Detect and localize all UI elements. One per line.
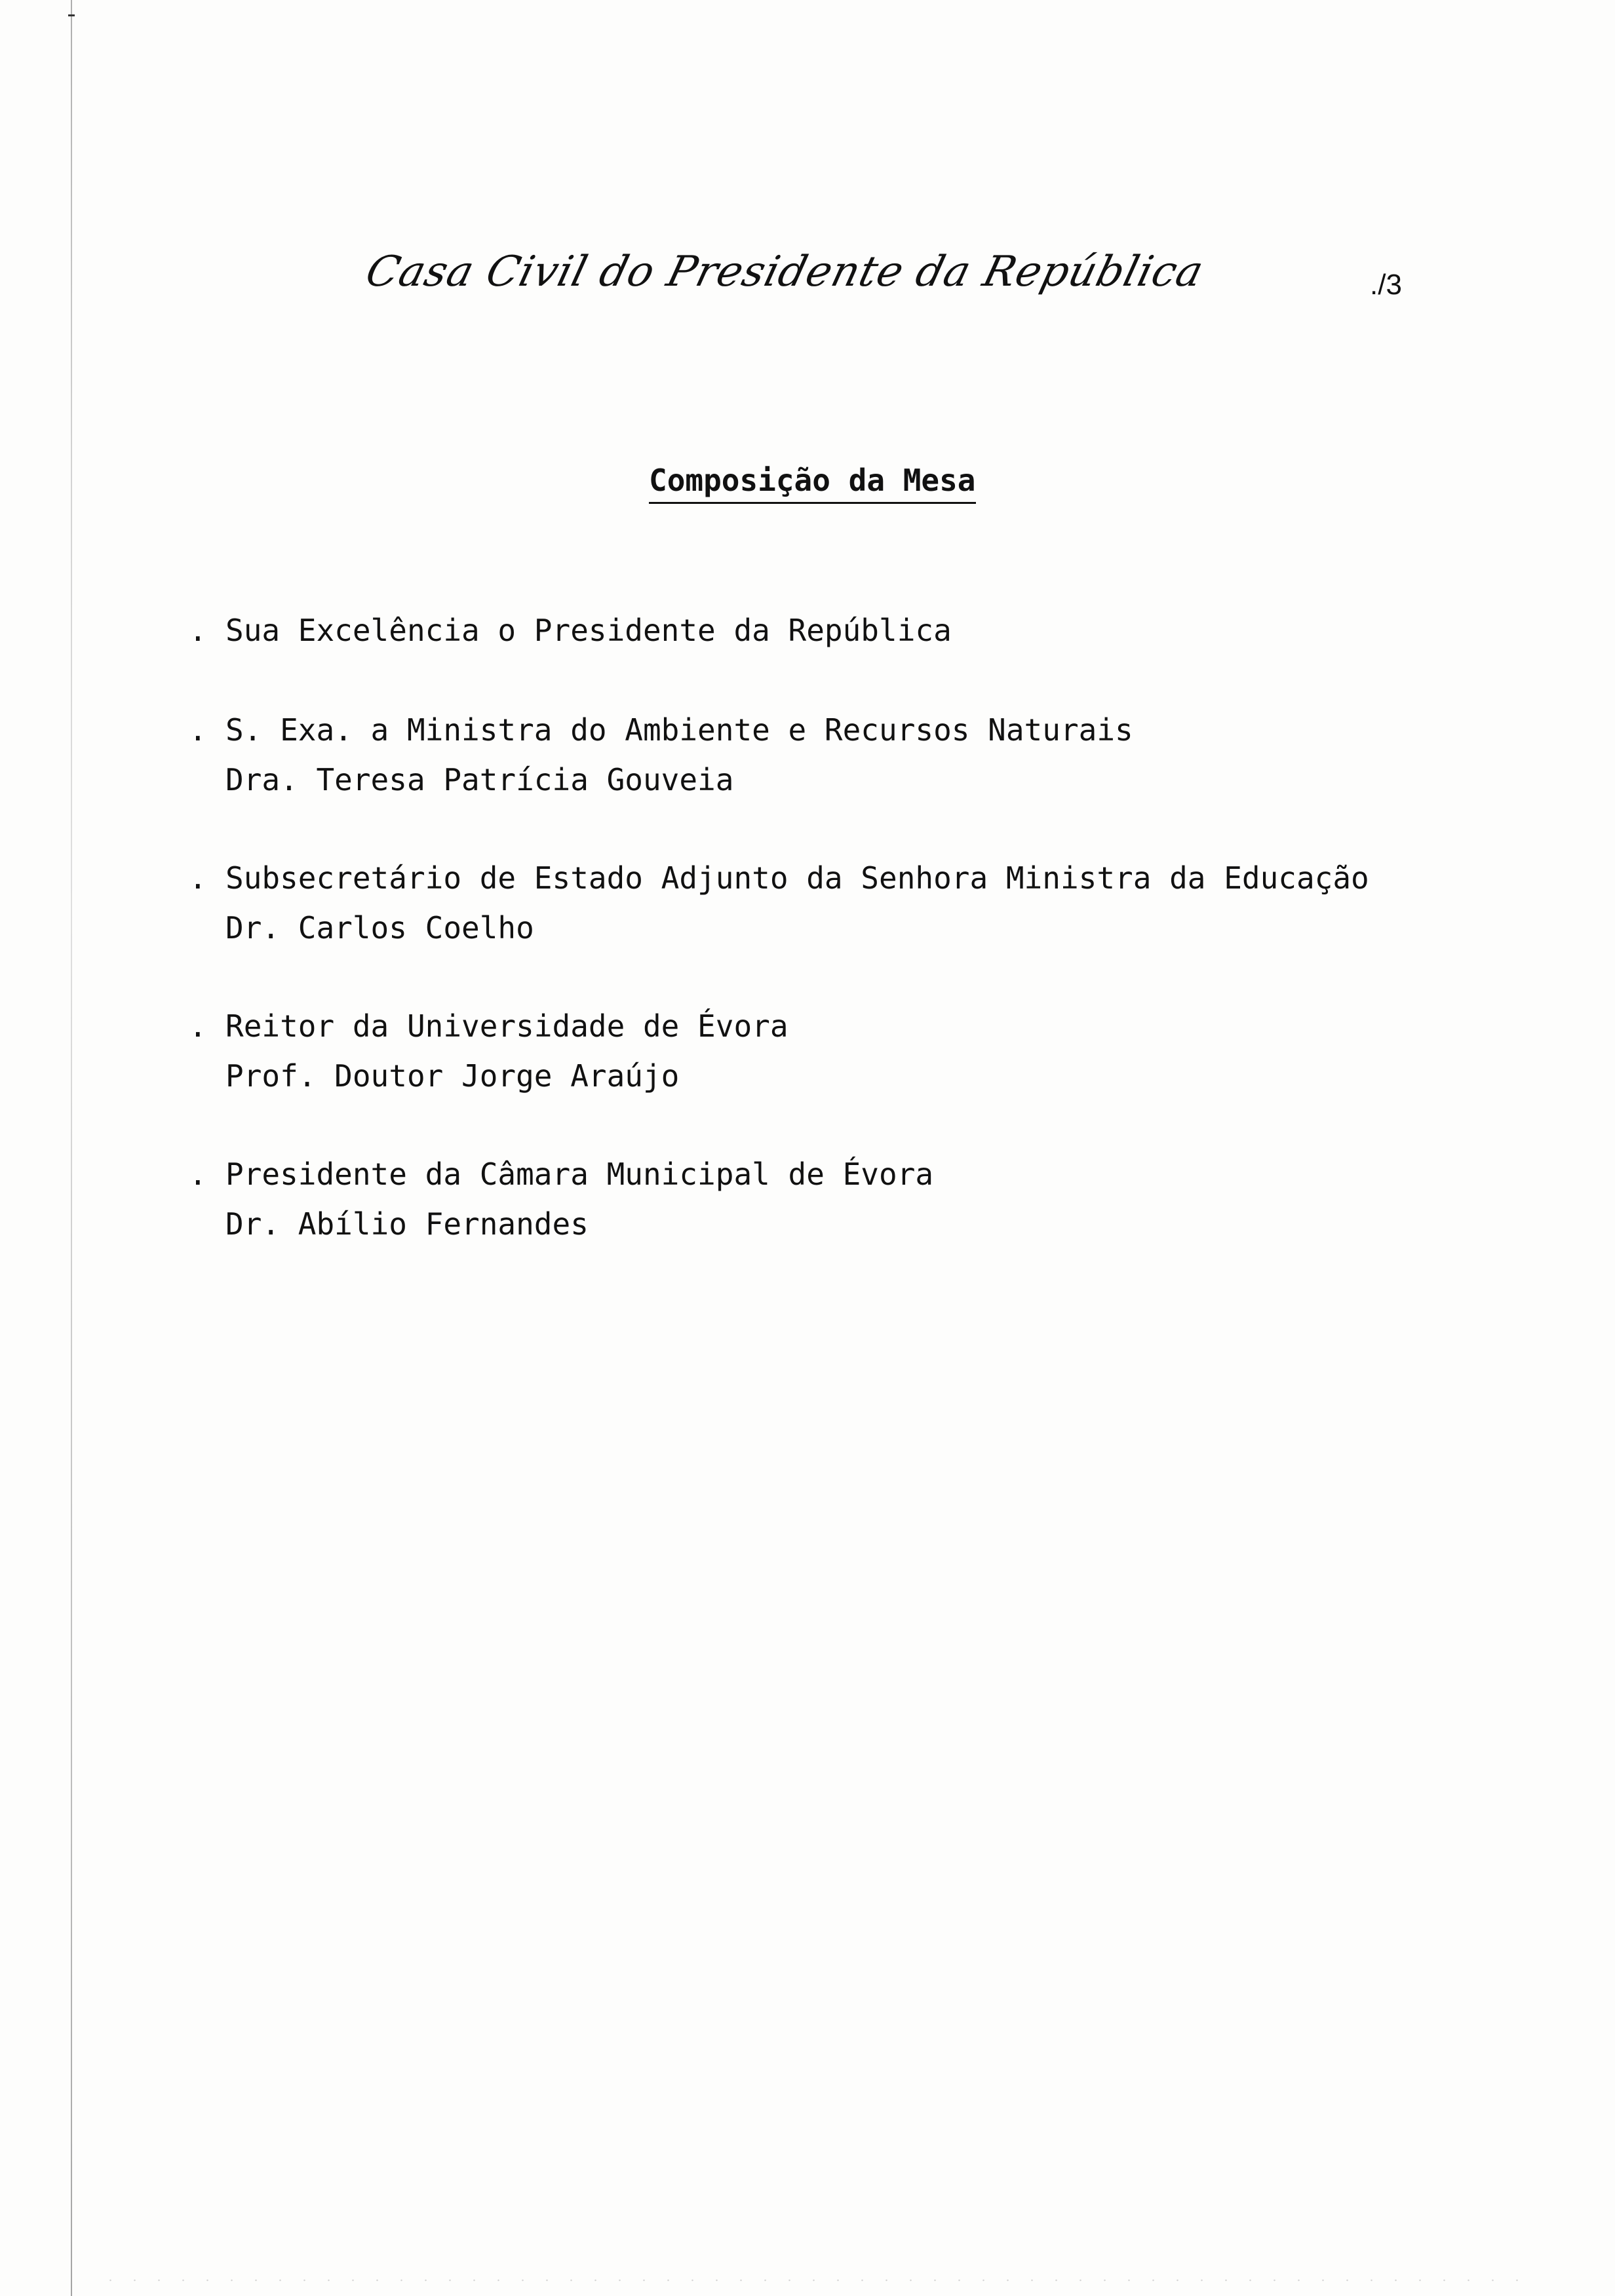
entry-person: Dr. Abílio Fernandes — [225, 1206, 589, 1242]
bullet-mark: . — [189, 613, 207, 648]
list-item — [189, 1001, 788, 1101]
entry-title: Subsecretário de Estado Adjunto da Senhora Ministra da Educação — [225, 860, 1369, 896]
entry-person: Dr. Carlos Coelho — [225, 910, 534, 946]
entry-title: Presidente da Câmara Municipal de Évora — [225, 1157, 934, 1192]
entry-title: Reitor da Universidade de Évora — [225, 1008, 788, 1044]
list-item-line1 — [189, 1001, 788, 1051]
page-number: ./3 — [1370, 269, 1402, 301]
bullet-mark: . — [189, 712, 207, 748]
list-item-line1 — [189, 853, 1369, 903]
list-item-line1 — [189, 605, 952, 655]
entry-title: Sua Excelência o Presidente da República — [225, 613, 952, 648]
scan-specks — [98, 2279, 1540, 2282]
document-title: Composição da Mesa — [649, 463, 976, 504]
list-item — [189, 853, 1369, 953]
list-item-line1 — [189, 1149, 933, 1199]
list-item — [189, 1149, 933, 1249]
bullet-mark: . — [189, 1157, 207, 1192]
margin-tick-mark — [68, 14, 75, 16]
entry-person: Dra. Teresa Patrícia Gouveia — [225, 762, 734, 797]
binding-margin-line — [71, 0, 72, 2296]
list-item — [189, 605, 952, 655]
letterhead-text: Casa Civil do Presidente da República — [360, 248, 1209, 296]
entry-person: Prof. Doutor Jorge Araújo — [225, 1058, 680, 1094]
list-item — [189, 705, 1133, 805]
bullet-mark: . — [189, 860, 207, 896]
entry-title: S. Exa. a Ministra do Ambiente e Recursos Naturais — [225, 712, 1133, 748]
bullet-mark: . — [189, 1008, 207, 1044]
list-item-line1 — [189, 705, 1133, 755]
